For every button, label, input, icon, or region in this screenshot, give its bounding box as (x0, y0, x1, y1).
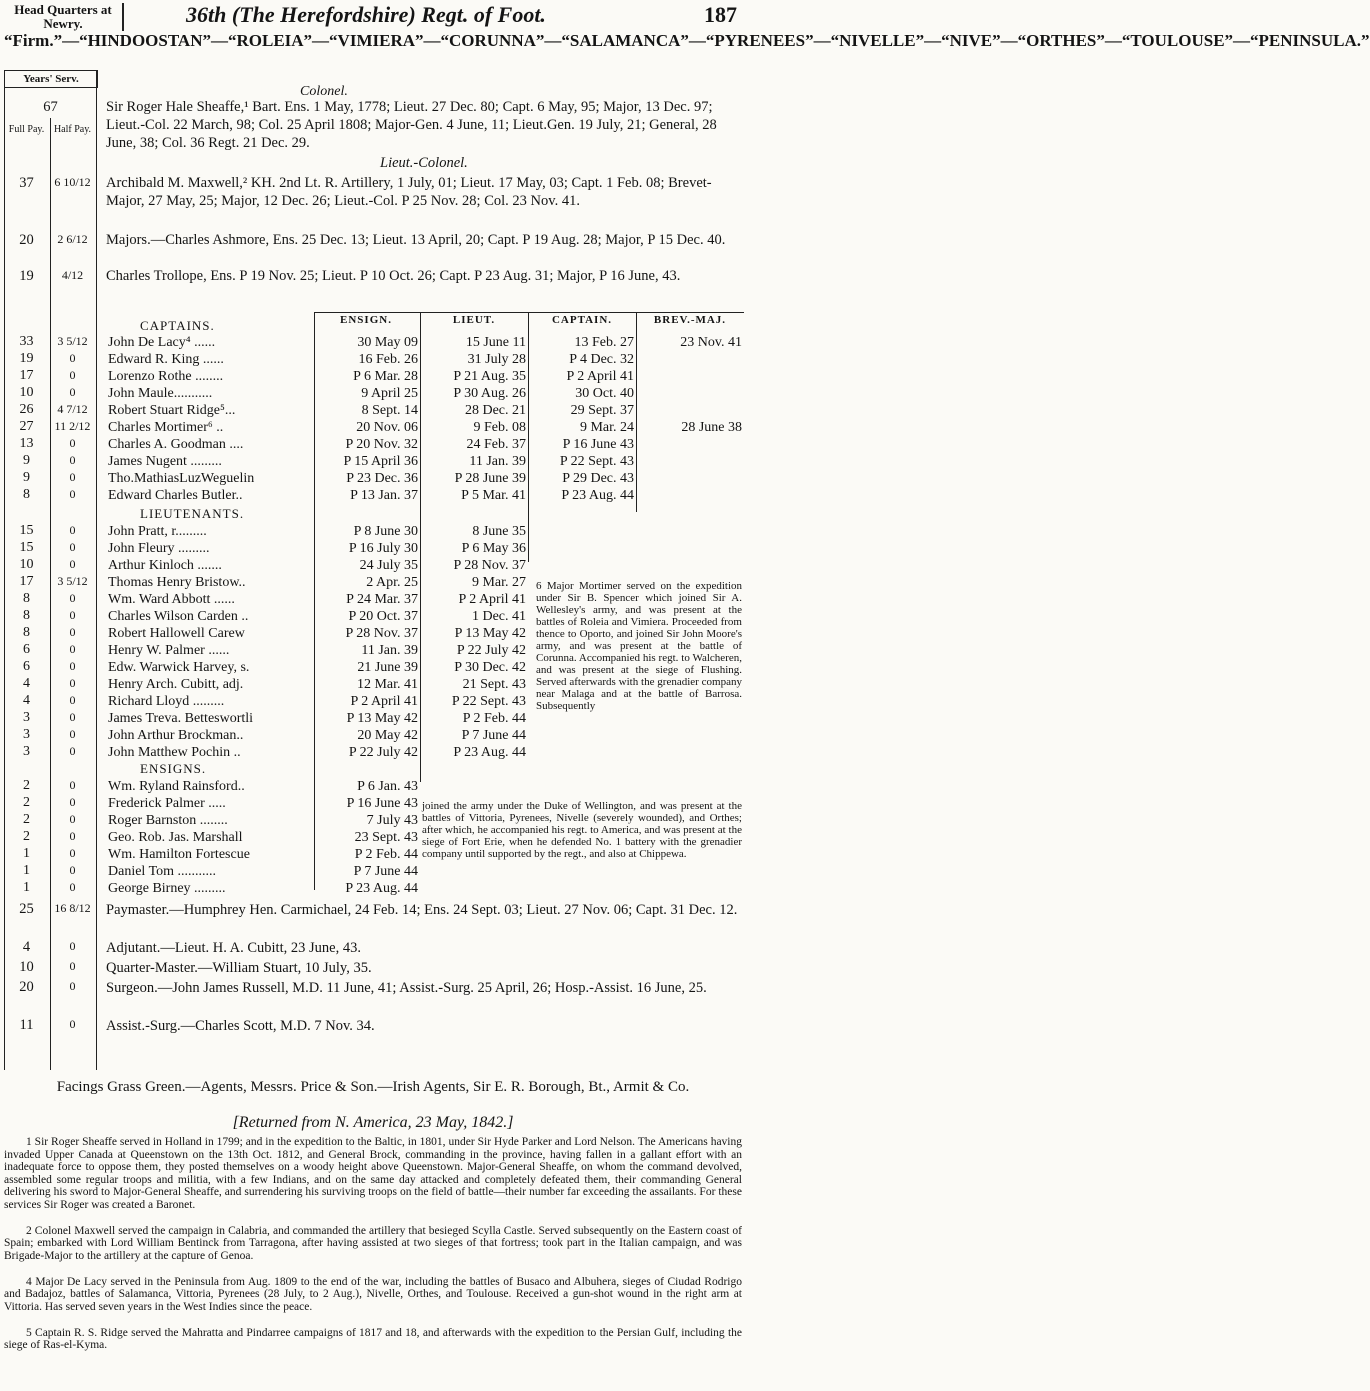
ensign-date: P 7 June 44 (353, 864, 418, 879)
captain-date: P 16 June 43 (562, 437, 634, 452)
column-divider (96, 70, 97, 1070)
lieut-date: P 28 Nov. 37 (453, 558, 526, 573)
ensign-date: 23 Sept. 43 (354, 830, 418, 845)
page-title: 36th (The Herefordshire) Regt. of Foot. (186, 2, 546, 27)
full-pay-years: 33 (19, 334, 34, 349)
ensign-date: P 28 Nov. 37 (345, 626, 418, 641)
half-pay-years: 0 (69, 351, 76, 365)
full-pay-years: 1 (23, 863, 30, 878)
full-pay-years: 17 (19, 368, 34, 383)
ensign-date: 12 Mar. 41 (356, 677, 418, 692)
ensign-date: 2 Apr. 25 (366, 575, 418, 590)
ensign-date: 21 June 39 (357, 660, 418, 675)
major2-full: 19 (19, 268, 34, 284)
staff-full-pay: 20 (19, 979, 34, 995)
staff-full-pay: 11 (19, 1017, 34, 1033)
colonel-entry: Sir Roger Hale Sheaffe,¹ Bart. Ens. 1 May, 1778; Lieut. 27 Dec. 80; Capt. 6 May, 95; Major, 13 Dec. 97; Lieut.-Col. 22 March, 98; Col. 25 April 1808; Major-Gen. 4 June, 11; Lieut.Gen. 19 July, 21; General, 28 June, 38; Col. 36 Regt. 21 Dec. 29. (106, 99, 717, 151)
officer-name: John Maule........... (108, 386, 213, 401)
ensign-date: P 2 April 41 (350, 694, 418, 709)
lieut-date: P 21 Aug. 35 (453, 369, 526, 384)
half-pay-years: 0 (69, 710, 76, 724)
half-pay-years: 11 2/12 (54, 419, 91, 433)
captain-date: 30 Oct. 40 (575, 386, 634, 401)
ensign-row (100, 778, 744, 795)
full-pay-years: 6 (23, 642, 30, 657)
lieut-date: P 30 Aug. 26 (453, 386, 526, 401)
half-pay-years: 0 (69, 659, 76, 673)
footnote: 4 Major De Lacy served in the Peninsula from Aug. 1809 to the end of the war, including the battles of Busaco and Albuhera, sieges of Ciudad Rodrigo and Badajoz, battles of Salamanca, Vittoria, Pyrenees (28 July, to 2 Aug.), Nivelle, Orthes, and Toulouse. Received a gun-shot wound in the right arm at Vittoria. Has served seven years in the West Indies since the peace. (4, 1275, 742, 1313)
half-pay-years: 0 (69, 557, 76, 571)
lieutenant-row (100, 727, 744, 744)
head-quarters-label: Head Quarters at Newry. (4, 3, 124, 31)
full-pay-years: 10 (19, 385, 34, 400)
major1-full: 20 (19, 232, 34, 248)
officer-name: Robert Hallowell Carew (108, 626, 245, 641)
full-pay-years: 17 (19, 574, 34, 589)
staff-entry: Paymaster.—Humphrey Hen. Carmichael, 24 Feb. 14; Ens. 24 Sept. 03; Lieut. 27 Nov. 06; Capt. 31 Dec. 12. (106, 902, 738, 918)
officer-name: John Arthur Brockman.. (108, 728, 244, 743)
captain-date: 29 Sept. 37 (570, 403, 634, 418)
captain-row (100, 487, 744, 504)
captain-row (100, 368, 744, 385)
lieut-date: P 30 Dec. 42 (454, 660, 526, 675)
officer-name: Lorenzo Rothe ........ (108, 369, 224, 384)
full-pay-years: 2 (23, 829, 30, 844)
officer-name: Charles Wilson Carden .. (108, 609, 249, 624)
officer-name: Wm. Ward Abbott ...... (108, 592, 235, 607)
full-pay-years: 15 (19, 540, 34, 555)
officer-name: John De Lacy⁴ ...... (108, 335, 216, 350)
lieut-date: 21 Sept. 43 (462, 677, 526, 692)
lieut-date: P 2 April 41 (458, 592, 526, 607)
footnote-6-part2: joined the army under the Duke of Wellington, and was present at the battles of Vittoria, Pyrenees, Nivelle (severely wounded), and Orthes; after which, he accompanied his regt. to America, and was present at the siege of Fort Erie, when he defended No. 1 battery with the grenadier company until supported by the regt., and also at Chippewa. (422, 800, 742, 860)
officer-name: Arthur Kinloch ....... (108, 558, 222, 573)
ensign-date: 20 May 42 (357, 728, 418, 743)
ensign-row (100, 863, 744, 880)
lieut-date: 8 June 35 (472, 524, 526, 539)
half-pay-years: 0 (69, 812, 76, 826)
captain-date: P 4 Dec. 32 (569, 352, 634, 367)
half-pay-years: 0 (69, 829, 76, 843)
ensign-date: P 13 May 42 (346, 711, 418, 726)
half-pay-years: 0 (69, 642, 76, 656)
half-pay-years: 0 (69, 385, 76, 399)
full-pay-years: 13 (19, 436, 34, 451)
captain-row (100, 385, 744, 402)
half-pay-years: 0 (69, 453, 76, 467)
half-pay-years: 0 (69, 863, 76, 877)
half-pay-years: 0 (69, 727, 76, 741)
full-pay-years: 1 (23, 846, 30, 861)
footnote: 5 Captain R. S. Ridge served the Mahratta and Pindarree campaigns of 1817 and 18, and afterwards with the expedition to the Persian Gulf, including the siege of Ras-el-Kyma. (4, 1326, 742, 1351)
staff-entry: Quarter-Master.—William Stuart, 10 July, 35. (106, 960, 372, 976)
captain-date: P 29 Dec. 43 (562, 471, 634, 486)
officer-name: Edw. Warwick Harvey, s. (108, 660, 250, 675)
half-pay-years: 0 (69, 693, 76, 707)
ensign-date: P 15 April 36 (343, 454, 418, 469)
staff-entry: Adjutant.—Lieut. H. A. Cubitt, 23 June, 43. (106, 940, 361, 956)
lieut-date: 31 July 28 (467, 352, 526, 367)
full-pay-years: 1 (23, 880, 30, 895)
lieut-date: 24 Feb. 37 (466, 437, 526, 452)
captain-date: P 23 Aug. 44 (561, 488, 634, 503)
officer-name: Edward R. King ...... (108, 352, 224, 367)
half-pay-years: 0 (69, 487, 76, 501)
officer-name: Roger Barnston ........ (108, 813, 228, 828)
captain-row (100, 402, 744, 419)
lieut-date: P 22 July 42 (456, 643, 526, 658)
ensign-date: 24 July 35 (359, 558, 418, 573)
full-pay-years: 9 (23, 453, 30, 468)
half-pay-years: 0 (69, 846, 76, 860)
lieutenant-row (100, 710, 744, 727)
lieut-date: 1 Dec. 41 (471, 609, 526, 624)
half-pay-years: 0 (69, 608, 76, 622)
ensign-date: P 13 Jan. 37 (350, 488, 418, 503)
major1-entry: Majors.—Charles Ashmore, Ens. 25 Dec. 13; Lieut. 13 April, 20; Capt. P 19 Aug. 28; Major, P 15 Dec. 40. (106, 232, 726, 248)
officer-name: Henry W. Palmer ...... (108, 643, 230, 658)
half-pay-years: 3 5/12 (57, 334, 88, 348)
ensign-date: P 6 Jan. 43 (357, 779, 418, 794)
captain-date: 9 Mar. 24 (579, 420, 634, 435)
full-pay-years: 8 (23, 608, 30, 623)
ensign-date: P 2 Feb. 44 (354, 847, 418, 862)
full-pay-years: 9 (23, 470, 30, 485)
ensign-date: P 23 Aug. 44 (345, 881, 418, 896)
full-pay-years: 10 (19, 557, 34, 572)
staff-half-pay: 16 8/12 (54, 901, 91, 915)
half-pay-years: 0 (69, 625, 76, 639)
footnote: 2 Colonel Maxwell served the campaign in Calabria, and commanded the artillery that besieged Scylla Castle. Served subsequently on the Eastern coast of Spain; embarked with Lord William Bentinck from Tarragona, after having assisted at two sieges of that fortress; took part in the Italian campaign, and was Brigade-Major to the artillery at the capture of Genoa. (4, 1224, 742, 1262)
officer-name: James Treva. Betteswortli (108, 711, 254, 726)
full-pay-years: 26 (19, 402, 34, 417)
lieut-date: 9 Feb. 08 (473, 420, 526, 435)
staff-half-pay: 0 (69, 979, 76, 993)
colonel-heading: Colonel. (300, 84, 348, 99)
lieut-date: 11 Jan. 39 (469, 454, 526, 469)
ensign-date: 11 Jan. 39 (361, 643, 418, 658)
captain-date: P 22 Sept. 43 (559, 454, 634, 469)
staff-half-pay: 0 (69, 959, 76, 973)
lieut-date: P 2 Feb. 44 (462, 711, 526, 726)
full-pay-years: 4 (23, 693, 30, 708)
col-lieut: LIEUT. (452, 314, 496, 326)
ensign-date: P 6 Mar. 28 (353, 369, 418, 384)
officer-name: Tho.MathiasLuzWeguelin (108, 471, 255, 486)
captain-row (100, 334, 744, 351)
captain-row (100, 351, 744, 368)
officer-name: James Nugent ......... (108, 454, 222, 469)
half-pay-years: 0 (69, 470, 76, 484)
half-pay-years: 0 (69, 591, 76, 605)
colonel-years: 67 (43, 99, 58, 115)
lieut-date: P 22 Sept. 43 (451, 694, 526, 709)
captain-row (100, 453, 744, 470)
lieut-date: P 23 Aug. 44 (453, 745, 526, 760)
lieut-date: P 13 May 42 (454, 626, 526, 641)
ensign-date: 7 July 43 (366, 813, 418, 828)
lieut-date: 9 Mar. 27 (471, 575, 526, 590)
col-captain: CAPTAIN. (551, 314, 613, 326)
col-ensign: ENSIGN. (340, 314, 392, 326)
ensign-date: P 23 Dec. 36 (346, 471, 418, 486)
half-pay-years: 0 (69, 523, 76, 537)
officer-name: Thomas Henry Bristow.. (108, 575, 246, 590)
table-top-rule (314, 312, 744, 313)
brevmaj-date: 28 June 38 (681, 420, 742, 435)
officer-name: Charles A. Goodman .... (108, 437, 244, 452)
ensign-date: P 8 June 30 (353, 524, 418, 539)
lieutenant-row (100, 523, 744, 540)
half-pay-years: 3 5/12 (57, 574, 88, 588)
officer-name: John Matthew Pochin .. (108, 745, 241, 760)
footnote: 1 Sir Roger Sheaffe served in Holland in 1799; and in the expedition to the Baltic, in 1801, under Sir Hyde Parker and Lord Nelson. The Americans having invaded Upper Canada at Queenstown on the 13th Oct. 1812, and General Brock, commanding in the province, having fallen in a gallant effort with an inadequate force to oppose them, they posted themselves on a woody height above Queenstown. Major-General Sheaffe, on whom the command devolved, assembled some regular troops and militia, with a few Indians, and on the same day attacked and completely defeated them, their commanding General delivering his sword to Major-General Sheaffe, and surrendering his surviving troops on the field of battle—their number far exceeding the assailants. For these services Sir Roger was created a Baronet. (4, 1136, 742, 1211)
ensign-date: P 20 Oct. 37 (348, 609, 418, 624)
captains-heading: CAPTAINS. (140, 318, 215, 333)
full-pay-years: 2 (23, 778, 30, 793)
staff-half-pay: 0 (69, 939, 76, 953)
col-brevmaj: BREV.-MAJ. (653, 314, 727, 326)
ensign-date: P 16 July 30 (348, 541, 418, 556)
ensign-date: P 24 Mar. 37 (346, 592, 418, 607)
officer-name: Wm. Hamilton Fortescue (108, 847, 250, 862)
lieut-date: P 6 May 36 (461, 541, 526, 556)
half-pay-years: 0 (69, 436, 76, 450)
major2-half: 4/12 (61, 268, 84, 282)
ltcol-full: 37 (19, 175, 34, 191)
full-pay-years: 19 (19, 351, 34, 366)
officer-name: George Birney ......... (108, 881, 226, 896)
half-pay-years: 0 (69, 744, 76, 758)
officer-name: Robert Stuart Ridge⁵... (108, 403, 236, 418)
captain-date: 13 Feb. 27 (574, 335, 634, 350)
lieutenants-heading: LIEUTENANTS. (140, 506, 245, 521)
full-pay-years: 6 (23, 659, 30, 674)
staff-half-pay: 0 (69, 1017, 76, 1031)
ensign-date: P 20 Nov. 32 (345, 437, 418, 452)
ensign-date: 9 April 25 (361, 386, 418, 401)
lieut-date: P 7 June 44 (461, 728, 526, 743)
returned-note: [Returned from N. America, 23 May, 1842.] (232, 1114, 514, 1131)
half-pay-years: 0 (69, 676, 76, 690)
full-pay-years: 3 (23, 744, 30, 759)
ensign-date: P 22 July 42 (348, 745, 418, 760)
officer-name: Geo. Rob. Jas. Marshall (108, 830, 243, 845)
officer-name: Charles Mortimer⁶ .. (108, 420, 224, 435)
full-pay-years: 4 (23, 676, 30, 691)
battle-honours: “Firm.”—“HINDOOSTAN”—“ROLEIA”—“VIMIERA”—“CORUNNA”—“SALAMANCA”—“PYRENEES”—“NIVELLE”—“NIVE”—“ORTHES”—“TOULOUSE”—“PENINSULA.” (4, 31, 1370, 50)
half-pay-years: 0 (69, 880, 76, 894)
staff-entry: Assist.-Surg.—Charles Scott, M.D. 7 Nov. 34. (106, 1018, 375, 1034)
lieutenant-row (100, 744, 744, 761)
ltcol-half: 6 10/12 (54, 175, 91, 189)
lieut-date: P 5 Mar. 41 (461, 488, 526, 503)
brevmaj-date: 23 Nov. 41 (680, 335, 742, 350)
half-pay-years: 0 (69, 540, 76, 554)
ensign-date: P 16 June 43 (346, 796, 418, 811)
captain-row (100, 436, 744, 453)
ltcol-heading: Lieut.-Colonel. (380, 155, 468, 171)
years-service-header: Years' Serv. (4, 70, 98, 88)
full-pay-years: 15 (19, 523, 34, 538)
captain-row (100, 419, 744, 436)
officer-name: Wm. Ryland Rainsford.. (108, 779, 245, 794)
facings-agents: Facings Grass Green.—Agents, Messrs. Price & Son.—Irish Agents, Sir E. R. Borough, Bt., Armit & Co. (56, 1079, 690, 1095)
half-pay-header: Half Pay. (53, 124, 92, 135)
lieutenant-row (100, 557, 744, 574)
captain-date: P 2 April 41 (566, 369, 634, 384)
full-pay-header: Full Pay. (8, 124, 45, 135)
staff-full-pay: 10 (19, 959, 34, 975)
full-pay-years: 8 (23, 487, 30, 502)
full-pay-years: 3 (23, 710, 30, 725)
full-pay-years: 8 (23, 591, 30, 606)
full-pay-years: 8 (23, 625, 30, 640)
half-pay-years: 0 (69, 795, 76, 809)
officer-name: Richard Lloyd ......... (108, 694, 225, 709)
officer-name: Edward Charles Butler.. (108, 488, 243, 503)
half-pay-years: 0 (69, 368, 76, 382)
half-pay-years: 4 7/12 (57, 402, 88, 416)
officer-name: Henry Arch. Cubitt, adj. (108, 677, 244, 692)
staff-full-pay: 25 (19, 901, 34, 917)
staff-entry: Surgeon.—John James Russell, M.D. 11 June, 41; Assist.-Surg. 25 April, 26; Hosp.-Assist. 16 June, 25. (106, 980, 707, 996)
full-pay-years: 2 (23, 812, 30, 827)
full-pay-years: 2 (23, 795, 30, 810)
ensign-date: 8 Sept. 14 (361, 403, 418, 418)
lieut-date: P 28 June 39 (454, 471, 526, 486)
officer-name: John Pratt, r......... (108, 524, 207, 539)
lieut-date: 15 June 11 (465, 335, 526, 350)
captain-row (100, 470, 744, 487)
page-number: 187 (704, 2, 737, 27)
officer-name: Daniel Tom ........... (108, 864, 217, 879)
lieutenant-row (100, 540, 744, 557)
ensign-date: 16 Feb. 26 (358, 352, 418, 367)
ltcol-entry: Archibald M. Maxwell,² KH. 2nd Lt. R. Artillery, 1 July, 01; Lieut. 17 May, 03; Capt. 1 Feb. 08; Brevet-Major, 27 May, 25; Major, 12 Dec. 26; Lieut.-Col. P 25 Nov. 28; Col. 23 Nov. 41. (106, 175, 712, 209)
staff-full-pay: 4 (22, 939, 31, 955)
footnote-6-part1: 6 Major Mortimer served on the expedition under Sir B. Spencer which joined Sir A. Wellesley's army, and was present at the battles of Roleia and Vimiera. Proceeded from thence to Oporto, and joined Sir John Moore's army, and was present at the battle of Corunna. Accompanied his regt. to Walcheren, and was present at the siege of Flushing. Served afterwards with the grenadier company near Malaga and at the battle of Barrosa. Subsequently (536, 580, 742, 712)
officer-name: Frederick Palmer ..... (108, 796, 226, 811)
ensign-date: 30 May 09 (357, 335, 418, 350)
major2-entry: Charles Trollope, Ens. P 19 Nov. 25; Lieut. P 10 Oct. 26; Capt. P 23 Aug. 31; Major, P 16 June, 43. (106, 268, 681, 284)
lieut-date: 28 Dec. 21 (464, 403, 526, 418)
officer-name: John Fleury ......... (108, 541, 210, 556)
full-pay-years: 3 (23, 727, 30, 742)
full-pay-years: 27 (19, 419, 34, 434)
ensign-row (100, 880, 744, 897)
half-pay-years: 0 (69, 778, 76, 792)
ensigns-heading: ENSIGNS. (140, 761, 207, 776)
ensign-date: 20 Nov. 06 (356, 420, 418, 435)
major1-half: 2 6/12 (57, 232, 88, 246)
